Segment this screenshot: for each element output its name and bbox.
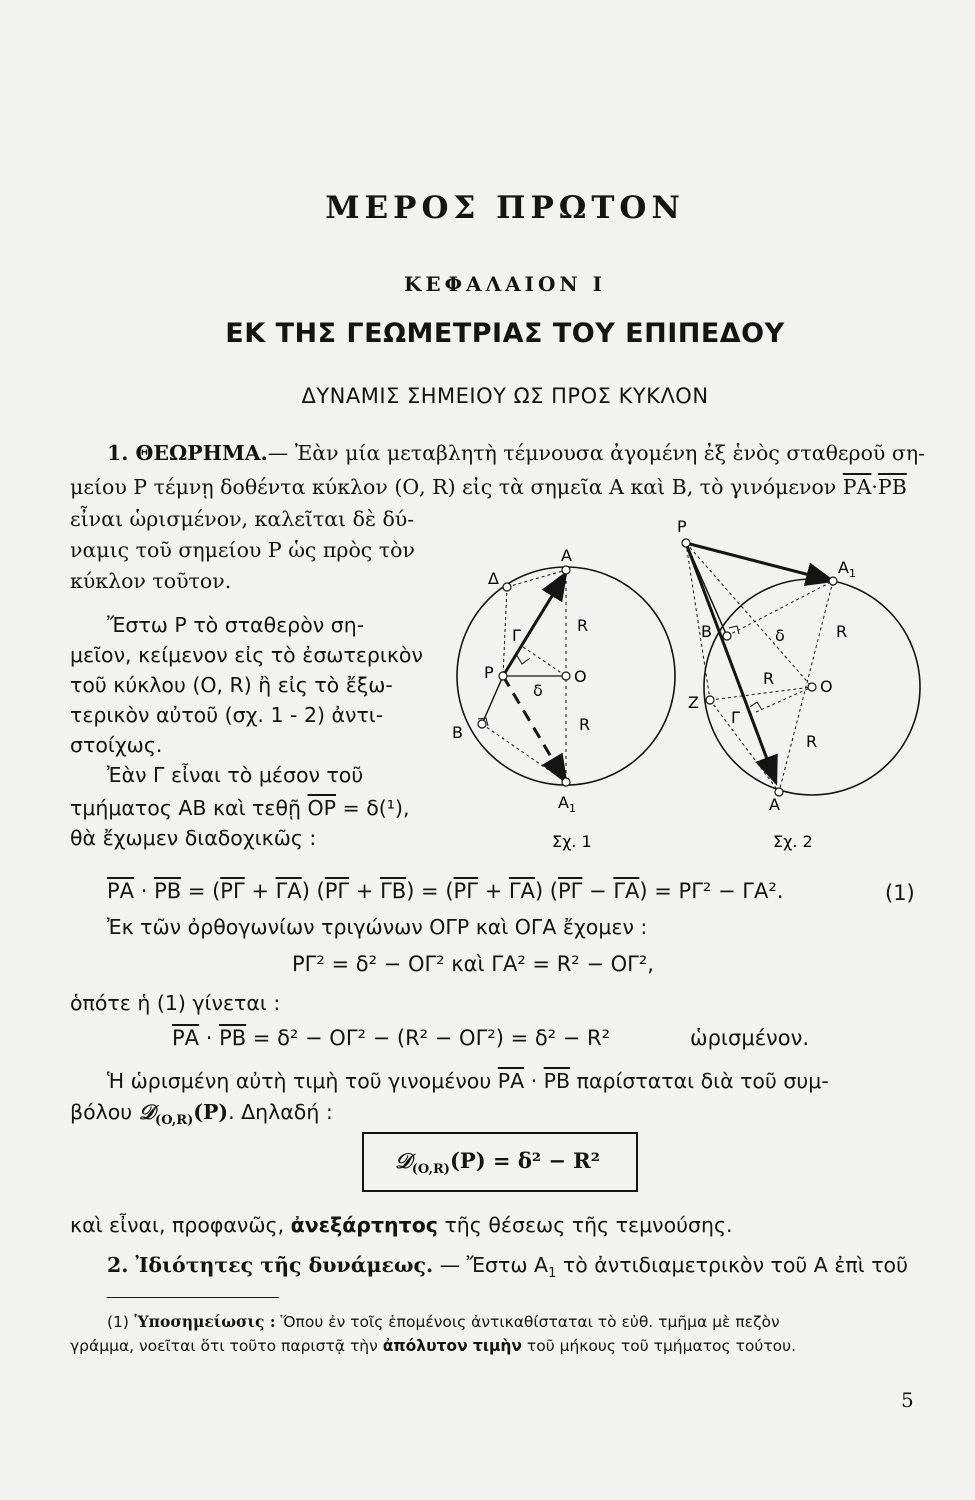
equation-1 [107, 879, 783, 903]
footnote-text-2-pre: γράμμα, νοεῖται ὅτι τοῦτο παριστᾷ τὴν [70, 1337, 383, 1355]
theorem-line-5: κύκλον τοῦτον. [70, 569, 232, 593]
fig2-label-r1: R [836, 622, 848, 641]
fig1-label-a1: Α [558, 793, 569, 812]
fig2-label-a1-sub: 1 [849, 567, 856, 580]
eq1-plus: + [349, 879, 381, 903]
boxed-formula-text [395, 1148, 600, 1177]
def-dot: · [524, 1069, 544, 1093]
final-pre: καὶ εἶναι, προφανῶς, [70, 1213, 291, 1237]
equation-2: ΡΓ² = δ² − ΟΓ² καὶ ΓΑ² = R² − ΟΓ², [292, 952, 654, 976]
theorem-text-2: μείου Ρ τέμνῃ δοθέντα κύκλον (Ο, R) εἰς τὰ σημεῖα Α καὶ Β, τὸ γινόμενον [70, 475, 843, 499]
fig2-label-a: Α [769, 795, 780, 814]
fig2-segment-po [686, 543, 812, 687]
def-pre: Ἡ ὡρισμένη αὐτὴ τιμὴ τοῦ γινομένου [107, 1069, 498, 1093]
fig1-label-a: Α [561, 546, 572, 565]
proof-line-4: τερικὸν αὐτοῦ (σχ. 1 - 2) ἀντι- [70, 703, 384, 727]
eq1-vec-rg: $\overline{P\Gamma}$ [324, 879, 350, 903]
page-number: 5 [901, 1388, 914, 1412]
power-symbol: 𝒟 [138, 1100, 156, 1124]
def-post: παρίσταται διὰ τοῦ συμ- [570, 1069, 829, 1093]
theorem-line-3: εἶναι ὡρισμένον, καλεῖται δὲ δύ- [70, 507, 415, 531]
fig1-segment-ba1 [482, 724, 566, 782]
fig2-label-r2: R [763, 669, 775, 688]
fig2-label-r3: R [806, 732, 818, 751]
fig2-label-a1: Α [838, 558, 849, 577]
boxed-rest: (Ρ) = δ² − R² [449, 1148, 600, 1173]
chapter-number: ΚΕΦΑΛΑΙΟΝ Ι [404, 272, 606, 296]
footnote-text-2-bold: ἀπόλυτον τιμὴν [382, 1337, 522, 1355]
eq1-eq: ) = ( [406, 879, 454, 903]
figure-1 [440, 535, 700, 855]
proof-line-8: θὰ ἔχωμεν διαδοχικῶς : [70, 826, 317, 850]
fig1-segment-dp [503, 587, 507, 676]
theorem-line-2 [70, 472, 907, 502]
fig1-right-angle-g [516, 654, 530, 664]
fig2-right-angle-g [750, 702, 762, 710]
power-symbol-arg: (Ρ) [193, 1100, 229, 1124]
equation-3 [172, 1026, 610, 1050]
fig1-label-delta: δ [533, 681, 543, 700]
proof-line-3: τοῦ κύκλου (Ο, R) ἢ εἰς τὸ ἔξω- [70, 673, 393, 697]
def-seg-pa: $\overline{PA}$ [497, 1069, 525, 1093]
definition-line-1 [107, 1066, 829, 1096]
eq1-vec-ga: $\overline{\Gamma A}$ [508, 879, 535, 903]
segment-pb: $\overline{PB}$ [877, 475, 907, 499]
fig1-label-p: Ρ [484, 663, 494, 682]
theorem-label: 1. ΘΕΩΡΗΜΑ. [107, 441, 268, 465]
section-2-line [107, 1250, 908, 1289]
eq1-minus: − [582, 879, 614, 903]
theorem-line-4: ναμις τοῦ σημείου Ρ ὡς πρὸς τὸν [70, 538, 415, 562]
theorem-dot: · [871, 475, 878, 499]
eq1-paren: ) ( [534, 879, 558, 903]
footnote-label: Ὑποσημείωσις : [128, 1312, 276, 1331]
eq1-vec-gb: $\overline{\Gamma B}$ [380, 879, 407, 903]
fig2-label-o: Ο [820, 677, 833, 696]
eq1-plus: + [244, 879, 276, 903]
footnote-text-1: Ὅπου ἐν τοῖς ἑπομένοις ἀντικαθίσταται τὸ εὐθ. τμῆμα μὲ πεζὸν [275, 1313, 780, 1331]
figure-2 [672, 515, 932, 855]
def-seg-pb: $\overline{PB}$ [543, 1069, 571, 1093]
fig2-arrow-pa [686, 543, 776, 783]
fig2-arrow-pa1 [686, 543, 833, 581]
proof-line-2: μεῖον, κείμενον εἰς τὸ ἐσωτερικὸν [70, 643, 423, 667]
segment-pa: $\overline{PA}$ [842, 475, 872, 499]
section-2-sub: 1 [548, 1266, 557, 1282]
boxed-symbol: 𝒟 [395, 1148, 412, 1173]
section-title: ΔΥΝΑΜΙΣ ΣΗΜΕΙΟΥ ΩΣ ΠΡΟΣ ΚΥΚΛΟΝ [301, 384, 709, 408]
fig1-segment-go [523, 647, 566, 676]
eq1-vec-rg: $\overline{P\Gamma}$ [220, 879, 245, 903]
section-2-label: 2. Ἰδιότητες τῆς δυνάμεως. [107, 1253, 434, 1277]
fig2-label-p: Ρ [677, 517, 687, 536]
eq1-plus: + [477, 879, 509, 903]
proof-line-1: Ἔστω Ρ τὸ σταθερὸν ση- [107, 613, 365, 637]
eq1-paren: ) ( [301, 879, 325, 903]
final-post: τῆς θέσεως τῆς τεμνούσης. [437, 1213, 733, 1237]
proof-line-6: Ἐὰν Γ εἶναι τὸ μέσον τοῦ [107, 763, 364, 787]
eq1-eq: = ( [181, 879, 221, 903]
eq1-vec-pa: $\overline{PA}$ [107, 879, 135, 903]
fig1-caption: Σχ. 1 [552, 832, 592, 851]
fig2-label-delta: δ [775, 626, 785, 645]
fig1-segment-pb [482, 676, 503, 724]
fig1-label-o: Ο [574, 667, 587, 686]
theorem-line-1 [107, 438, 925, 468]
footnote-line-2 [70, 1334, 796, 1358]
eq1-vec-pb: $\overline{PB}$ [154, 879, 182, 903]
def2-post: . Δηλαδή : [228, 1100, 333, 1124]
equation-3-tail: ὡρισμένον. [690, 1026, 810, 1050]
def2-pre: βόλου [70, 1100, 139, 1124]
power-symbol-sub: (O,R) [155, 1113, 194, 1129]
equation-1-number: (1) [885, 881, 915, 905]
eq1-vec-ga: $\overline{\Gamma A}$ [275, 879, 302, 903]
eq1-vec-rg: $\overline{P\Gamma}$ [453, 879, 478, 903]
segment-op: $\overline{OP}$ [307, 796, 336, 820]
eq3-seg-pb: $\overline{PB}$ [219, 1026, 247, 1050]
eq3-rest: = δ² − ΟΓ² − (R² − ΟΓ²) = δ² − R² [246, 1026, 611, 1050]
proof-line-7 [70, 793, 409, 823]
fig2-segment-za [710, 700, 779, 792]
footnote-rule [107, 1297, 279, 1298]
fig2-caption: Σχ. 2 [773, 832, 813, 851]
fig2-label-z: Ζ [688, 693, 699, 712]
eq3-dot: · [199, 1026, 220, 1050]
fig1-label-g: Γ [512, 626, 521, 645]
final-bold: ἀνεξάρτητος [290, 1213, 438, 1237]
fig1-arrow-pa [503, 573, 566, 676]
footnote-text-2-post: τοῦ μήκους τοῦ τμήματος τούτου. [521, 1337, 797, 1355]
eq1-vec-ga: $\overline{\Gamma A}$ [613, 879, 640, 903]
final-line [70, 1210, 733, 1240]
fig1-label-r2: R [579, 715, 591, 734]
definition-line-2 [70, 1097, 333, 1136]
proof-line-5: στοίχως. [70, 733, 163, 757]
section-2-post: τὸ ἀντιδιαμετρικὸν τοῦ Α ἐπὶ τοῦ [556, 1253, 908, 1277]
part-title: ΜΕΡΟΣ ΠΡΩΤΟΝ [325, 190, 685, 226]
fig1-label-a1-sub: 1 [569, 802, 576, 815]
fig2-label-g: Γ [731, 708, 740, 727]
eq1-dot: · [134, 879, 155, 903]
fig1-label-d: Δ [488, 569, 499, 588]
footnote-line-1 [107, 1310, 780, 1334]
proof-line-7-post: = δ(¹), [336, 796, 410, 820]
theorem-text-1: — Ἐὰν μία μεταβλητὴ τέμνουσα ἀγομένη ἐξ ἑνὸς σταθεροῦ ση- [267, 441, 926, 465]
fig1-label-b: Β [452, 723, 463, 742]
eq1-end: ) = ΡΓ² − ΓΑ². [639, 879, 784, 903]
chapter-title: ΕΚ ΤΗΣ ΓΕΩΜΕΤΡΙΑΣ ΤΟΥ ΕΠΙΠΕΔΟΥ [225, 318, 785, 349]
text-after-eq2: ὁπότε ἡ (1) γίνεται : [70, 991, 281, 1015]
proof-line-7-pre: τμήματος ΑΒ καὶ τεθῇ [70, 796, 308, 820]
eq3-seg-pa: $\overline{PA}$ [172, 1026, 200, 1050]
footnote-marker: (1) [107, 1313, 129, 1331]
fig2-label-b: Β [701, 622, 712, 641]
section-2-pre: — Ἔστω Α [433, 1253, 549, 1277]
eq1-vec-rg: $\overline{P\Gamma}$ [558, 879, 583, 903]
text-after-eq1: Ἐκ τῶν ὀρθογωνίων τριγώνων ΟΓΡ καὶ ΟΓΑ ἔχομεν : [107, 915, 648, 939]
fig1-label-r1: R [577, 616, 589, 635]
boxed-symbol-sub: (O,R) [411, 1162, 450, 1178]
